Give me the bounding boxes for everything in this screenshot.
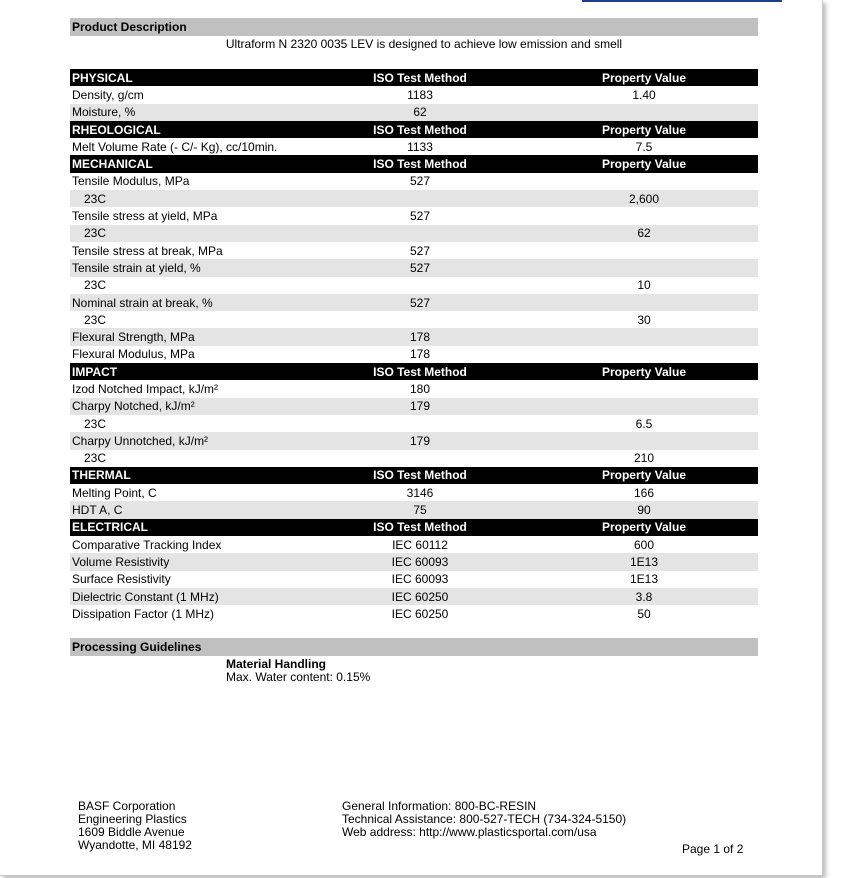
property-label: Moisture, % xyxy=(70,104,310,121)
table-row xyxy=(70,173,758,190)
section-col-value: Property Value xyxy=(530,69,758,86)
test-method: 75 xyxy=(310,501,530,518)
properties-table xyxy=(70,69,758,623)
section-title: PHYSICAL xyxy=(70,69,310,86)
property-value: 10 xyxy=(637,278,651,293)
property-label: HDT A, C xyxy=(70,501,310,518)
section-title: IMPACT xyxy=(70,363,310,380)
table-row xyxy=(70,536,758,553)
property-value: 50 xyxy=(637,606,651,621)
property-value xyxy=(530,328,758,345)
test-method: 178 xyxy=(310,328,530,345)
table-row xyxy=(70,415,758,432)
test-method xyxy=(310,415,530,432)
property-value: 6.5 xyxy=(635,416,653,431)
test-method xyxy=(310,311,530,328)
table-row xyxy=(70,190,758,207)
property-label: Tensile Modulus, MPa xyxy=(72,174,190,189)
test-method xyxy=(310,450,530,467)
test-method: IEC 60112 xyxy=(392,537,448,552)
section-col-value: Property Value xyxy=(530,155,758,172)
contact-line: Web address: http://www.plasticsportal.com/usa xyxy=(342,825,597,839)
test-method: IEC 60093 xyxy=(310,553,530,570)
contact-line: General Information: 800-BC-RESIN xyxy=(342,799,537,813)
property-label: Dielectric Constant (1 MHz) xyxy=(70,588,310,605)
test-method: 62 xyxy=(310,104,530,121)
property-value xyxy=(530,104,758,121)
property-label: 23C xyxy=(70,225,310,242)
property-label: Izod Notched Impact, kJ/m² xyxy=(72,381,219,396)
property-value xyxy=(530,398,758,415)
test-method: 178 xyxy=(409,347,431,362)
address-line: 1609 Biddle Avenue xyxy=(78,825,185,839)
table-row xyxy=(70,605,758,622)
property-label: Flexural Strength, MPa xyxy=(70,328,310,345)
property-value xyxy=(530,242,758,259)
property-value: 2,600 xyxy=(530,190,758,207)
property-value xyxy=(530,346,758,363)
table-row xyxy=(70,432,758,449)
test-method: 179 xyxy=(310,432,530,449)
section-header-mechanical xyxy=(70,155,758,172)
property-value xyxy=(530,173,758,190)
table-row xyxy=(70,484,758,501)
section-title: ELECTRICAL xyxy=(70,519,310,536)
property-label: Nominal strain at break, % xyxy=(70,294,310,311)
section-header-thermal xyxy=(70,467,758,484)
test-method: 527 xyxy=(310,294,530,311)
section-col-method: ISO Test Method xyxy=(310,69,530,86)
section-header-rheological xyxy=(70,121,758,138)
property-label: Tensile stress at break, MPa xyxy=(72,243,223,258)
table-row xyxy=(70,501,758,518)
property-value xyxy=(530,380,758,397)
material-handling-block xyxy=(226,658,370,684)
material-handling-text: Max. Water content: 0.15% xyxy=(226,670,371,684)
top-accent-line xyxy=(582,0,782,2)
test-method: 1183 xyxy=(407,87,433,102)
section-col-value: Property Value xyxy=(530,467,758,484)
property-label: 23C xyxy=(84,312,107,327)
property-label: 23C xyxy=(84,451,107,466)
property-label: Melting Point, C xyxy=(72,485,157,500)
property-label: Charpy Notched, kJ/m² xyxy=(70,398,310,415)
footer-address xyxy=(78,800,192,852)
test-method xyxy=(310,225,530,242)
property-label: Melt Volume Rate (- C/- Kg), cc/10min. xyxy=(72,139,278,154)
section-header-electrical xyxy=(70,519,758,536)
address-line: Wyandotte, MI 48192 xyxy=(78,838,192,852)
test-method: IEC 60093 xyxy=(391,572,449,587)
table-row xyxy=(70,259,758,276)
material-handling-title: Material Handling xyxy=(226,657,327,671)
section-title: THERMAL xyxy=(70,467,310,484)
table-row xyxy=(70,225,758,242)
property-value: 1E13 xyxy=(629,572,659,587)
property-label: Volume Resistivity xyxy=(70,553,310,570)
table-row xyxy=(70,207,758,224)
property-value: 1E13 xyxy=(530,553,758,570)
property-label: Dissipation Factor (1 MHz) xyxy=(72,606,215,621)
property-value: 166 xyxy=(633,485,655,500)
table-row xyxy=(70,450,758,467)
property-value: 30 xyxy=(637,312,651,327)
property-value xyxy=(530,294,758,311)
table-row xyxy=(70,571,758,588)
section-title: MECHANICAL xyxy=(70,155,310,172)
table-row xyxy=(70,104,758,121)
property-value xyxy=(530,432,758,449)
table-row xyxy=(70,294,758,311)
properties-table-body xyxy=(70,69,758,623)
table-row xyxy=(70,346,758,363)
section-col-method: ISO Test Method xyxy=(310,121,530,138)
property-label: Density, g/cm xyxy=(72,87,144,102)
section-col-method: ISO Test Method xyxy=(310,467,530,484)
property-label: Surface Resistivity xyxy=(72,572,171,587)
test-method: 1133 xyxy=(407,139,433,154)
address-line: Engineering Plastics xyxy=(78,812,187,826)
table-row xyxy=(70,588,758,605)
property-value: 90 xyxy=(530,501,758,518)
test-method: IEC 60250 xyxy=(391,606,449,621)
contact-line: Technical Assistance: 800-527-TECH (734-324-5150) xyxy=(342,812,627,826)
address-line: BASF Corporation xyxy=(78,799,176,813)
property-label: Tensile strain at yield, % xyxy=(70,259,310,276)
test-method: 180 xyxy=(409,381,431,396)
table-row xyxy=(70,328,758,345)
section-title: RHEOLOGICAL xyxy=(70,121,310,138)
product-description-heading: Product Description xyxy=(70,18,758,36)
test-method xyxy=(310,277,530,294)
test-method: 527 xyxy=(409,209,431,224)
section-header-physical xyxy=(70,69,758,86)
section-col-method: ISO Test Method xyxy=(310,363,530,380)
section-col-value: Property Value xyxy=(530,363,758,380)
test-method: 527 xyxy=(409,174,431,189)
property-value: 7.5 xyxy=(635,139,653,154)
property-value: 600 xyxy=(633,537,655,552)
test-method xyxy=(310,190,530,207)
test-method: 179 xyxy=(310,398,530,415)
table-row xyxy=(70,138,758,155)
property-label: Flexural Modulus, MPa xyxy=(72,347,195,362)
table-row xyxy=(70,553,758,570)
section-col-value: Property Value xyxy=(530,519,758,536)
property-value: 1.40 xyxy=(632,87,656,102)
test-method: 527 xyxy=(409,243,431,258)
section-col-method: ISO Test Method xyxy=(310,519,530,536)
footer-contact xyxy=(342,800,626,839)
table-row xyxy=(70,277,758,294)
test-method: 527 xyxy=(310,259,530,276)
table-row xyxy=(70,86,758,103)
test-method: IEC 60250 xyxy=(310,588,530,605)
property-label: Tensile stress at yield, MPa xyxy=(72,209,218,224)
product-description-text: Ultraform N 2320 0035 LEV is designed to achieve low emission and smell xyxy=(225,37,623,51)
property-label: 23C xyxy=(84,416,107,431)
property-label: 23C xyxy=(84,278,107,293)
property-label: Comparative Tracking Index xyxy=(72,537,222,552)
table-row xyxy=(70,398,758,415)
property-value: 3.8 xyxy=(530,588,758,605)
test-method: 3146 xyxy=(406,485,434,500)
property-value: 210 xyxy=(633,451,655,466)
property-value xyxy=(530,207,758,224)
property-value: 62 xyxy=(530,225,758,242)
section-col-value: Property Value xyxy=(530,121,758,138)
table-row xyxy=(70,380,758,397)
property-label: 23C xyxy=(70,190,310,207)
page-number: Page 1 of 2 xyxy=(682,842,744,856)
section-col-method: ISO Test Method xyxy=(310,155,530,172)
table-row xyxy=(70,242,758,259)
processing-guidelines-heading: Processing Guidelines xyxy=(70,638,758,656)
property-value xyxy=(530,259,758,276)
table-row xyxy=(70,311,758,328)
property-label: Charpy Unnotched, kJ/m² xyxy=(70,432,310,449)
section-header-impact xyxy=(70,363,758,380)
